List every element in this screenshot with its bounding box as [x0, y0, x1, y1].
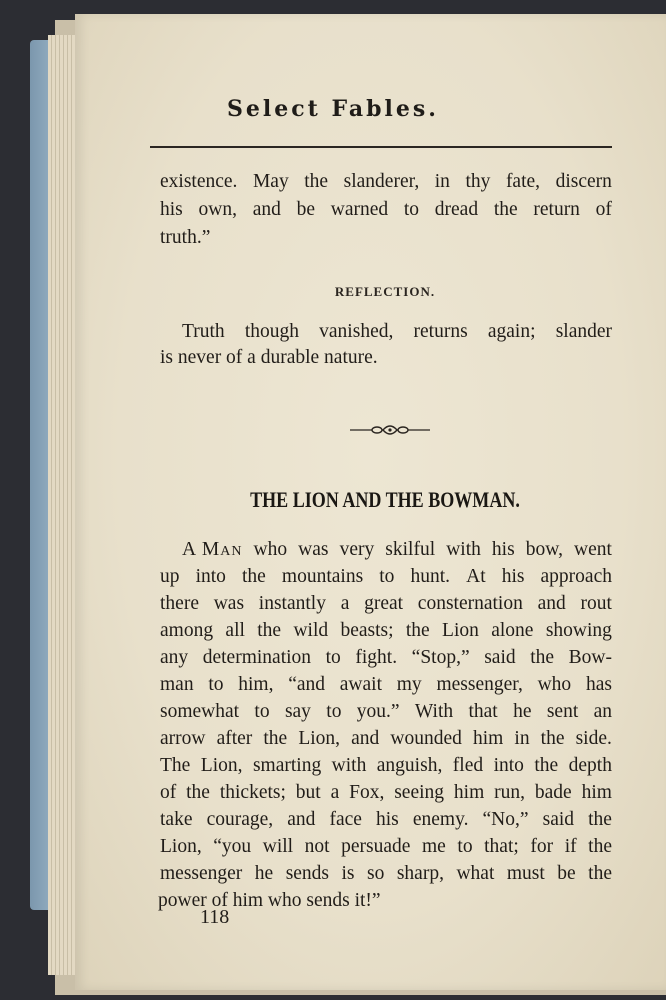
word: that; [484, 836, 519, 857]
word: say [284, 701, 311, 722]
word: courage, [206, 809, 274, 830]
word: showing [545, 620, 612, 641]
word: he [254, 863, 274, 884]
fable-line [160, 621, 612, 641]
word: consternation [417, 593, 523, 614]
word: returns [413, 321, 468, 342]
word: not [304, 836, 330, 857]
word: will [262, 836, 294, 857]
word: beasts; [340, 620, 394, 641]
word: if [564, 836, 577, 857]
word: the [588, 809, 612, 830]
word: him, [238, 674, 274, 695]
word: Lion, [200, 755, 243, 776]
fable-line [160, 783, 612, 803]
word: in [514, 728, 530, 749]
reflection-line [160, 348, 612, 368]
word: somewhat [160, 701, 240, 722]
word: to [457, 836, 473, 857]
word: smarting [252, 755, 322, 776]
word: in [434, 171, 450, 192]
word: thickets; [219, 782, 286, 803]
word: await [339, 674, 383, 695]
word: “Stop,” [411, 647, 470, 668]
word: depth [568, 755, 612, 776]
word: skilful [385, 539, 436, 560]
line-text: truth.” [160, 227, 211, 248]
word: the [493, 199, 518, 220]
word: side. [575, 728, 612, 749]
word: the [530, 647, 555, 668]
word: was [213, 593, 245, 614]
word: any [160, 647, 189, 668]
word: up [160, 566, 180, 587]
word: me [422, 836, 446, 857]
word: all [225, 620, 245, 641]
paragraph-line [160, 172, 612, 192]
word: persuade [341, 836, 411, 857]
word: there [160, 593, 199, 614]
running-head: Select Fables. [227, 96, 439, 122]
fable-line [160, 837, 612, 857]
fable-line [160, 567, 612, 587]
word: his [160, 199, 183, 220]
word: of [595, 199, 612, 220]
word: great [364, 593, 404, 614]
fable-title: THE LION AND THE BOWMAN. [250, 487, 520, 512]
word: has [585, 674, 612, 695]
word: fight. [355, 647, 398, 668]
page-number: 118 [200, 906, 230, 928]
word: very [339, 539, 375, 560]
word: to [208, 674, 224, 695]
word: his [376, 809, 399, 830]
word: mountains [281, 566, 364, 587]
word: with [331, 755, 367, 776]
word: slander [555, 321, 612, 342]
word: wounded [390, 728, 462, 749]
word: said [484, 647, 516, 668]
word: the [588, 863, 612, 884]
ornament-divider-icon [350, 420, 430, 440]
word: my [396, 674, 422, 695]
word: of [160, 782, 177, 803]
word: be [557, 863, 576, 884]
word: the [257, 620, 282, 641]
word: “you [213, 836, 252, 857]
word: return [533, 199, 580, 220]
word: May [252, 171, 289, 192]
word: the [540, 728, 565, 749]
fable-line [160, 756, 612, 776]
word: fled [452, 755, 484, 776]
word: to [403, 199, 420, 220]
word: to [379, 566, 395, 587]
paragraph-line [160, 228, 612, 248]
word: own, [198, 199, 237, 220]
word: after [216, 728, 253, 749]
word: among [160, 620, 214, 641]
fable-line [160, 729, 612, 749]
word: so [367, 863, 385, 884]
word: messenger, [436, 674, 523, 695]
word: a [340, 593, 350, 614]
word: “No,” [482, 809, 529, 830]
word: and [351, 728, 380, 749]
fable-line [160, 810, 612, 830]
word: warned [330, 199, 389, 220]
word: his [501, 566, 525, 587]
fable-line [160, 864, 612, 884]
word: discern [555, 171, 612, 192]
word: Fox, [349, 782, 385, 803]
word: into [493, 755, 524, 776]
word: At [466, 566, 486, 587]
word: alone [491, 620, 534, 641]
word: Bow- [568, 647, 612, 668]
word: vanished, [319, 321, 394, 342]
word: A Man [182, 539, 243, 560]
word: and [287, 809, 316, 830]
word: face [329, 809, 362, 830]
word: “and [288, 674, 326, 695]
word: to [254, 701, 270, 722]
word: said [542, 809, 575, 830]
word: sent [546, 701, 579, 722]
word: Truth [182, 321, 225, 342]
word: enemy. [412, 809, 469, 830]
word: be [296, 199, 315, 220]
word: Lion, [160, 836, 202, 857]
word: The [160, 755, 191, 776]
fable-line [182, 540, 612, 560]
word: run, [494, 782, 526, 803]
word: thy [465, 171, 491, 192]
line-text: power of him who sends it!” [158, 890, 381, 911]
word: With [414, 701, 454, 722]
word: must [506, 863, 545, 884]
word: for [530, 836, 554, 857]
word: arrow [160, 728, 206, 749]
word: he [513, 701, 532, 722]
line-text: is never of a durable nature. [160, 347, 378, 368]
word: you.” [356, 701, 400, 722]
word: the [186, 782, 210, 803]
word: messenger [160, 863, 243, 884]
word: slanderer, [343, 171, 420, 192]
word: what [456, 863, 495, 884]
word: went [574, 539, 612, 560]
header-rule [150, 146, 612, 148]
word: that [468, 701, 498, 722]
word: Lion, [298, 728, 341, 749]
word: and [537, 593, 566, 614]
word: dread [434, 199, 479, 220]
word: sends [285, 863, 330, 884]
word: him [581, 782, 612, 803]
word: bade [534, 782, 572, 803]
word: his [491, 539, 515, 560]
reflection-heading: REFLECTION. [334, 284, 436, 299]
word: sharp, [396, 863, 444, 884]
word: to [326, 701, 342, 722]
word: and [252, 199, 281, 220]
word: was [298, 539, 329, 560]
word: wild [293, 620, 329, 641]
word: bow, [525, 539, 563, 560]
word: the [304, 171, 329, 192]
word: anguish, [376, 755, 443, 776]
word: is [341, 863, 355, 884]
word: determination [202, 647, 312, 668]
reflection-line [182, 322, 612, 342]
word: him [472, 728, 504, 749]
word: with [446, 539, 481, 560]
word: the [263, 728, 288, 749]
word: an [593, 701, 612, 722]
word: approach [540, 566, 612, 587]
word: the [405, 620, 430, 641]
word: existence. [160, 171, 238, 192]
fable-line [160, 675, 612, 695]
word: who [253, 539, 288, 560]
word: fate, [505, 171, 541, 192]
fable-line [160, 702, 612, 722]
word: instantly [258, 593, 326, 614]
word: the [588, 836, 612, 857]
fable-line [160, 594, 612, 614]
word: man [160, 674, 194, 695]
word: hunt. [410, 566, 451, 587]
word: the [534, 755, 559, 776]
word: again; [487, 321, 536, 342]
word: to [325, 647, 341, 668]
fable-line [160, 648, 612, 668]
word: into [195, 566, 226, 587]
word: but [295, 782, 321, 803]
paragraph-line [160, 200, 612, 220]
word: rout [580, 593, 612, 614]
word: a [330, 782, 340, 803]
word: the [242, 566, 266, 587]
word: who [537, 674, 572, 695]
word: though [244, 321, 299, 342]
word: Lion [442, 620, 479, 641]
word: seeing [394, 782, 445, 803]
word: him [453, 782, 485, 803]
word: take [160, 809, 193, 830]
